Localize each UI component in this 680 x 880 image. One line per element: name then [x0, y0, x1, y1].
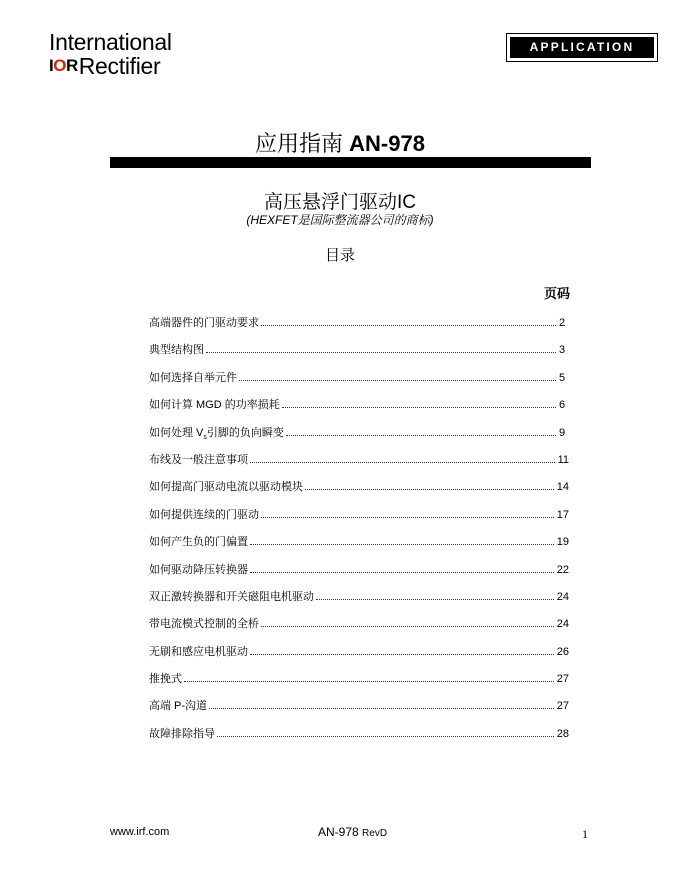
toc-entry-page: 17	[556, 508, 569, 521]
toc-heading: 目录	[324, 247, 355, 264]
toc-entry-page: 26	[556, 645, 569, 658]
toc-entry-label-pre: 如何处理 V	[149, 426, 204, 439]
toc-dot-leader	[261, 625, 554, 627]
toc-entry[interactable]	[149, 424, 569, 451]
toc-entry[interactable]	[149, 643, 569, 670]
toc-entry-page: 11	[557, 453, 569, 466]
logo-text-international: International	[49, 29, 172, 55]
toc-dot-leader	[184, 680, 554, 682]
toc-entry-label: 双正激转换器和开关磁阻电机驱动	[149, 590, 314, 603]
toc-entry[interactable]	[149, 697, 569, 724]
toc-entry-label: 如何选择自举元件	[149, 371, 237, 384]
toc-entry-page: 5	[559, 371, 566, 384]
toc-dot-leader	[316, 598, 554, 600]
toc-entry-label: 典型结构图	[149, 344, 204, 357]
toc-entry[interactable]	[149, 451, 569, 478]
toc-dot-leader	[217, 735, 554, 737]
toc-entry[interactable]	[149, 588, 569, 615]
toc-entry-page: 3	[559, 344, 566, 357]
toc-entry-page: 24	[556, 618, 569, 631]
toc-dot-leader	[239, 379, 556, 381]
toc-dot-leader	[250, 461, 555, 463]
toc-entry-label: 如何提供连续的门驱动	[149, 508, 259, 521]
toc-entry-label: 高端 P-沟道	[149, 700, 208, 713]
toc-entry-page: 22	[556, 563, 569, 576]
toc-entry-label: 布线及一般注意事项	[149, 453, 248, 466]
toc-entry-page: 24	[556, 590, 569, 603]
toc-dot-leader	[282, 406, 556, 408]
application-note-badge	[506, 33, 658, 75]
company-logo	[49, 29, 189, 79]
toc-entry[interactable]	[149, 506, 569, 533]
logo-text-rectifier: Rectifier	[78, 53, 161, 79]
table-of-contents	[149, 314, 569, 752]
footer-doc-id	[318, 825, 387, 839]
toc-dot-leader	[209, 707, 554, 709]
toc-entry[interactable]	[149, 615, 569, 642]
toc-entry[interactable]	[149, 314, 569, 341]
document-subtitle: 高压悬浮门驱动IC	[263, 192, 416, 213]
toc-entry-page: 6	[559, 399, 566, 412]
footer-doc-code: AN-978	[318, 825, 359, 839]
title-code: AN-978	[349, 131, 425, 156]
trademark-note: (HEXFET是国际整流器公司的商标)	[246, 213, 434, 227]
toc-entry-label: 如何驱动降压转换器	[149, 563, 248, 576]
toc-dot-leader	[206, 351, 556, 353]
toc-entry-label: 如何产生负的门偏置	[149, 536, 248, 549]
toc-entry-label: 高端器件的门驱动要求	[149, 317, 259, 329]
toc-dot-leader	[261, 516, 554, 518]
toc-entry-label-subscript: s	[203, 433, 207, 441]
toc-dot-leader	[305, 488, 554, 490]
toc-entry-page: 2	[559, 317, 566, 329]
footer-page-number: 1	[582, 827, 588, 841]
toc-entry[interactable]	[149, 670, 569, 697]
toc-entry-label: 故障排除指导	[149, 727, 215, 740]
toc-entry-page: 19	[556, 536, 569, 549]
toc-entry-label: 如何提高门驱动电流以驱动模块	[149, 481, 303, 494]
toc-entry[interactable]	[149, 561, 569, 588]
toc-entry-page: 27	[556, 673, 569, 686]
title-divider	[110, 157, 591, 168]
page-title	[0, 127, 680, 158]
toc-entry[interactable]	[149, 478, 569, 505]
toc-dot-leader	[250, 543, 554, 545]
toc-dot-leader	[250, 653, 554, 655]
toc-entry-label: 推挽式	[149, 673, 182, 686]
toc-entry-page: 9	[559, 426, 566, 439]
toc-dot-leader	[261, 324, 556, 326]
toc-entry-label: 带电流模式控制的全桥	[149, 618, 259, 631]
toc-entry[interactable]	[149, 369, 569, 396]
toc-entry-label-post: 引脚的负向瞬变	[206, 426, 284, 439]
toc-entry[interactable]	[149, 533, 569, 560]
logo-text-rectifier-line	[49, 53, 160, 79]
toc-entry-page: 28	[556, 727, 569, 740]
toc-entry-page: 27	[556, 700, 569, 713]
toc-entry-label: 无刷和感应电机驱动	[149, 645, 248, 658]
page-column-header: 页码	[544, 286, 571, 301]
toc-entry[interactable]	[149, 396, 569, 423]
toc-dot-leader	[286, 434, 556, 436]
toc-entry-label: 如何计算 MGD 的功率损耗	[149, 399, 280, 412]
toc-entry-page: 14	[556, 481, 569, 494]
ior-logo-mark: IOR	[49, 56, 78, 75]
toc-entry-label	[149, 424, 286, 441]
toc-dot-leader	[250, 571, 554, 573]
footer-revision: RevD	[362, 828, 388, 839]
footer-website[interactable]: www.irf.com	[110, 826, 170, 838]
title-prefix: 应用指南	[255, 131, 344, 156]
application-note-label: APPLICATION NOTE	[510, 37, 654, 58]
toc-entry[interactable]	[149, 725, 569, 752]
toc-entry[interactable]	[149, 341, 569, 368]
